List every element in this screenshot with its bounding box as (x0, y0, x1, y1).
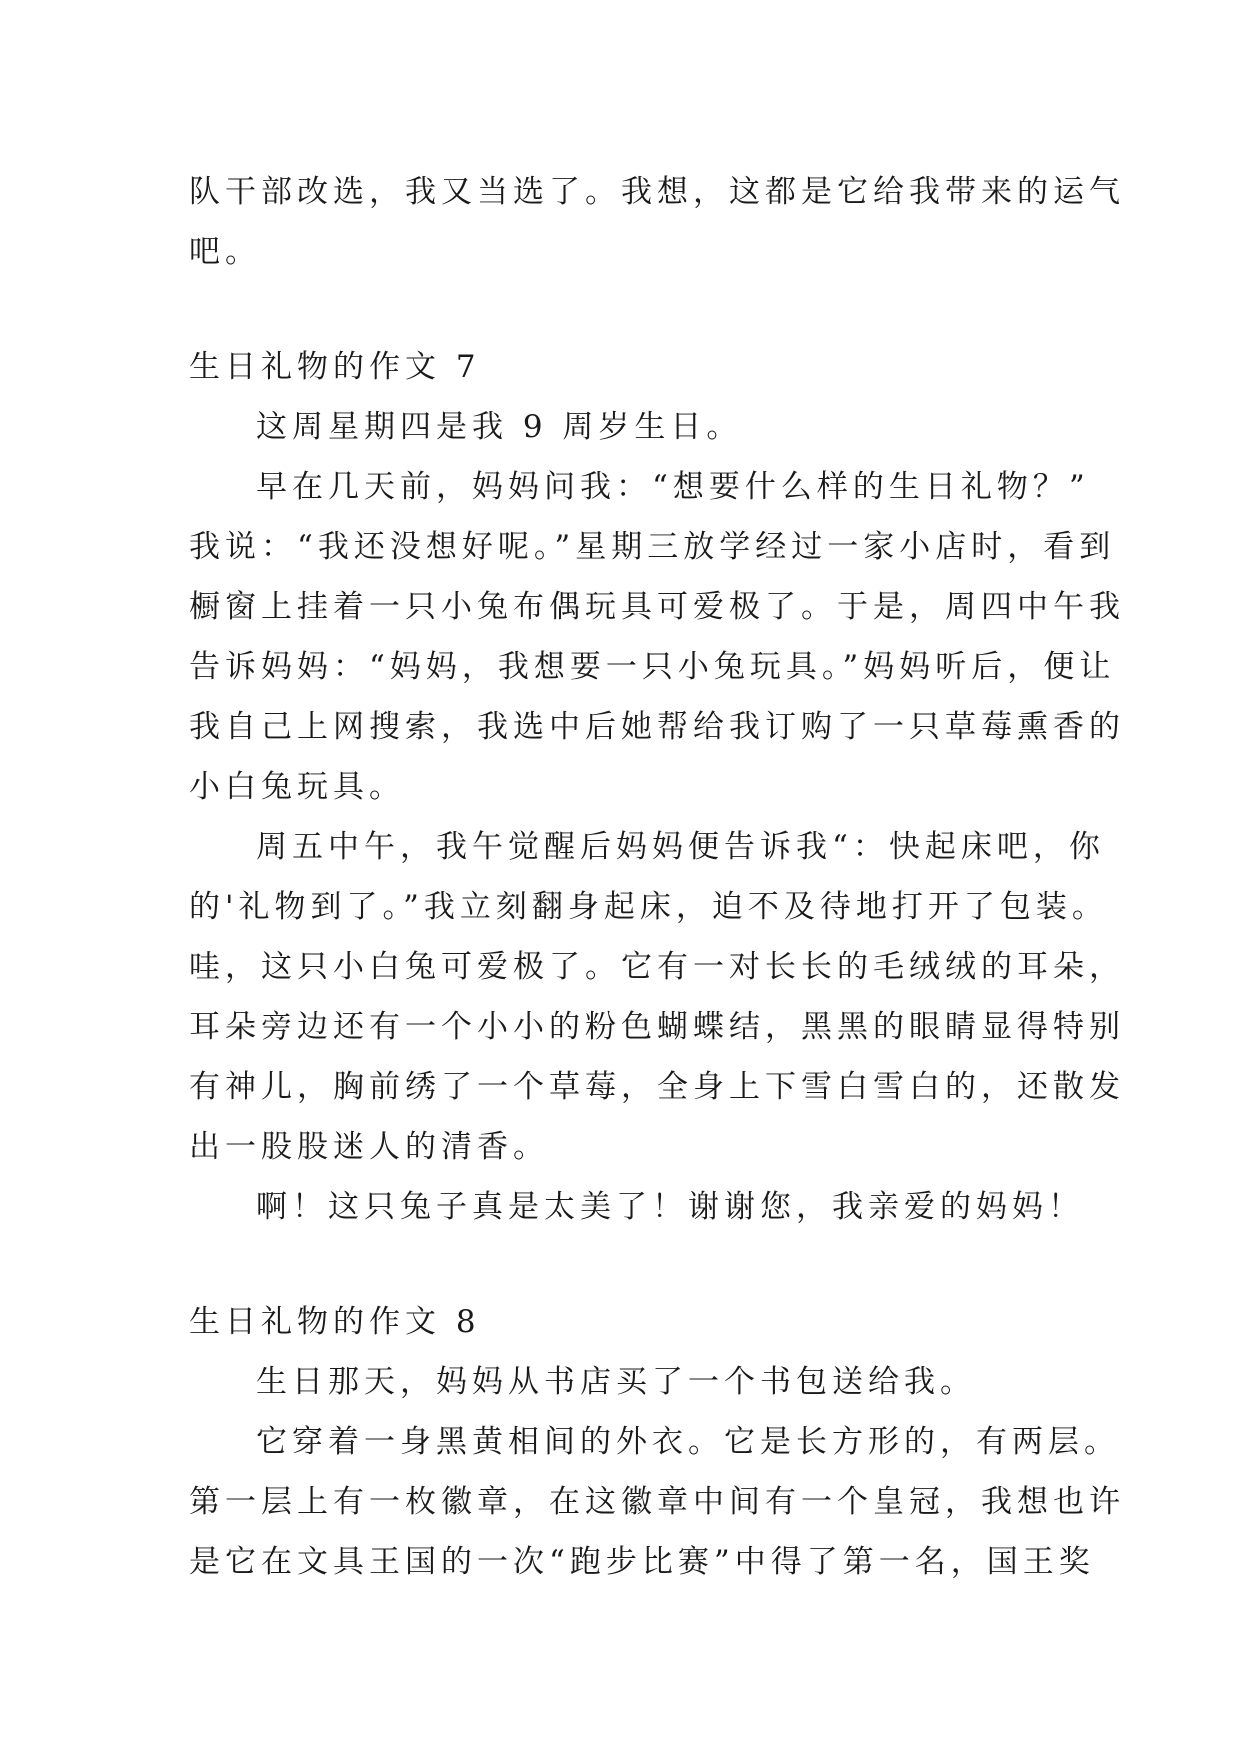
text-line: 出一股股迷人的清香。 (189, 1129, 549, 1165)
text-line: 我自己上网搜索，我选中后她帮给我订购了一只草莓熏香的 (189, 709, 1125, 745)
paragraph (189, 397, 1049, 457)
text-line: 小白兔玩具。 (189, 769, 405, 805)
text-line: 啊！这只兔子真是太美了！谢谢您，我亲爱的妈妈！ (256, 1189, 1084, 1225)
text-line: 早在几天前，妈妈问我：“想要什么样的生日礼物？” (256, 469, 1090, 505)
text-line: 生日那天，妈妈从书店买了一个书包送给我。 (256, 1364, 976, 1400)
paragraph (189, 457, 1125, 817)
text-line: 是它在文具王国的一次“跑步比赛”中得了第一名，国王奖 (189, 1544, 1095, 1580)
paragraph (189, 1412, 1125, 1592)
text-line: 耳朵旁边还有一个小小的粉色蝴蝶结，黑黑的眼睛显得特别 (189, 1009, 1125, 1045)
paragraph (189, 1177, 1084, 1237)
text-line: 告诉妈妈：“妈妈，我想要一只小兔玩具。”妈妈听后，便让 (189, 649, 1116, 685)
section-heading: 生日礼物的作文 7 (189, 349, 481, 385)
text-line: 哇，这只小白兔可爱极了。它有一对长长的毛绒绒的耳朵， (189, 949, 1125, 985)
continued-paragraph (189, 162, 1125, 282)
text-line: 周五中午，我午觉醒后妈妈便告诉我“：快起床吧，你 (256, 829, 1105, 865)
section-gap (189, 1237, 1049, 1292)
section-essay-8 (189, 1292, 1125, 1592)
text-line: 第一层上有一枚徽章，在这徽章中间有一个皇冠，我想也许 (189, 1484, 1125, 1520)
text-line: 吧。 (189, 234, 261, 270)
text-line: 的'礼物到了。”我立刻翻身起床，迫不及待地打开了包装。 (189, 889, 1108, 925)
text-line: 我说：“我还没想好呢。”星期三放学经过一家小店时，看到 (189, 529, 1116, 565)
paragraph (189, 1352, 1049, 1412)
section-heading: 生日礼物的作文 8 (189, 1304, 481, 1340)
paragraph (189, 817, 1125, 1177)
text-line: 有神儿，胸前绣了一个草莓，全身上下雪白雪白的，还散发 (189, 1069, 1125, 1105)
text-line: 它穿着一身黑黄相间的外衣。它是长方形的，有两层。 (256, 1424, 1120, 1460)
section-gap (189, 282, 1049, 337)
text-line: 橱窗上挂着一只小兔布偶玩具可爱极了。于是，周四中午我 (189, 589, 1125, 625)
section-essay-7 (189, 337, 1125, 1237)
text-line: 这周星期四是我 9 周岁生日。 (256, 409, 743, 445)
document-body (189, 162, 1125, 1592)
text-line: 队干部改选，我又当选了。我想，这都是它给我带来的运气 (189, 174, 1125, 210)
